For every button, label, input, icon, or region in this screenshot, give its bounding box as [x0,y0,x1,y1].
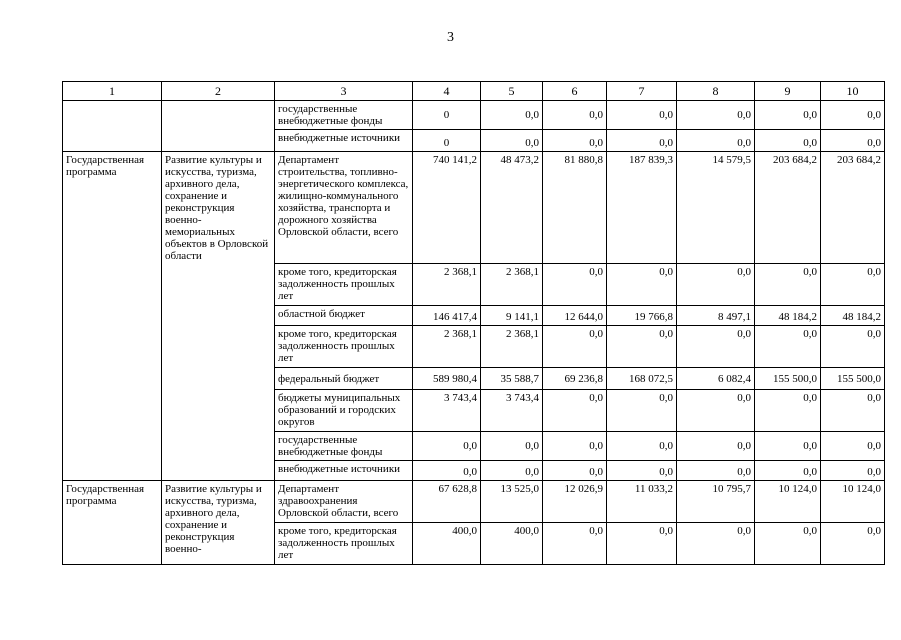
value-cell: 0,0 [677,432,755,461]
row-label: федеральный бюджет [275,368,413,390]
header-cell: 10 [821,82,885,101]
value-cell: 0,0 [543,101,607,130]
value-cell: 3 743,4 [481,390,543,432]
header-row [63,82,885,101]
value-cell: 11 033,2 [607,481,677,523]
value-cell: 0,0 [755,264,821,306]
value-cell: 6 082,4 [677,368,755,390]
value-cell: 0,0 [821,264,885,306]
value-cell: 168 072,5 [607,368,677,390]
table-row [63,481,885,523]
value-cell: 69 236,8 [543,368,607,390]
row-label: кроме того, кредиторская задолженность прошлых лет [275,264,413,306]
value-cell: 48 473,2 [481,152,543,264]
value-cell: 12 644,0 [543,306,607,326]
value-cell: 0,0 [481,101,543,130]
value-cell: 146 417,4 [413,306,481,326]
value-cell: 0,0 [755,130,821,152]
value-cell: 0,0 [677,326,755,368]
value-cell: 0,0 [755,326,821,368]
value-cell: 0,0 [543,326,607,368]
row-label: внебюджетные источники [275,130,413,152]
value-cell: 48 184,2 [821,306,885,326]
value-cell: 14 579,5 [677,152,755,264]
value-cell: 0,0 [821,101,885,130]
table-row [63,101,885,130]
value-cell: 0,0 [543,130,607,152]
value-cell: 0,0 [607,326,677,368]
header-cell: 2 [162,82,275,101]
value-cell: 8 497,1 [677,306,755,326]
header-cell: 4 [413,82,481,101]
value-cell: 0,0 [543,390,607,432]
value-cell: 81 880,8 [543,152,607,264]
value-cell: 3 743,4 [413,390,481,432]
program-type: Государственная программа [63,481,162,565]
row-label: бюджеты муниципальных образований и городских округов [275,390,413,432]
value-cell: 0,0 [755,390,821,432]
value-cell: 0 [413,101,481,130]
value-cell: 2 368,1 [481,264,543,306]
value-cell: 589 980,4 [413,368,481,390]
value-cell: 0,0 [821,390,885,432]
value-cell: 10 795,7 [677,481,755,523]
value-cell: 0,0 [821,523,885,565]
value-cell: 400,0 [413,523,481,565]
value-cell: 0,0 [543,461,607,481]
header-cell: 5 [481,82,543,101]
row-label: областной бюджет [275,306,413,326]
value-cell: 0,0 [821,461,885,481]
value-cell: 155 500,0 [755,368,821,390]
row-label: внебюджетные источники [275,461,413,481]
value-cell: 203 684,2 [821,152,885,264]
value-cell: 48 184,2 [755,306,821,326]
value-cell: 0,0 [543,432,607,461]
row-label: Департамент здравоохранения Орловской области, всего [275,481,413,523]
value-cell: 0,0 [677,390,755,432]
value-cell: 0,0 [821,130,885,152]
value-cell: 0,0 [755,432,821,461]
header-cell: 3 [275,82,413,101]
value-cell: 0,0 [481,461,543,481]
row-label: государственные внебюджетные фонды [275,101,413,130]
program-type: Государственная программа [63,152,162,481]
row-label: Департамент строительства, топливно-энергетического комплекса, жилищно-коммунального хозяйства, транспорта и дорожного хозяйства Орловской области, всего [275,152,413,264]
empty-cell [63,101,162,152]
value-cell: 10 124,0 [821,481,885,523]
header-cell: 8 [677,82,755,101]
value-cell: 187 839,3 [607,152,677,264]
empty-cell [162,101,275,152]
value-cell: 0,0 [821,432,885,461]
row-label: кроме того, кредиторская задолженность прошлых лет [275,326,413,368]
value-cell: 0,0 [677,461,755,481]
value-cell: 0,0 [413,461,481,481]
value-cell: 0,0 [607,264,677,306]
value-cell: 0,0 [607,432,677,461]
value-cell: 19 766,8 [607,306,677,326]
value-cell: 0,0 [677,523,755,565]
value-cell: 0,0 [481,432,543,461]
value-cell: 0,0 [481,130,543,152]
table-row [63,152,885,264]
header-cell: 1 [63,82,162,101]
value-cell: 2 368,1 [413,326,481,368]
page-number: 3 [447,30,454,45]
header-cell: 9 [755,82,821,101]
value-cell: 12 026,9 [543,481,607,523]
program-name: Развитие культуры и искусства, туризма, архивного дела, сохранение и реконструкция военно- [162,481,275,565]
value-cell: 0,0 [607,461,677,481]
value-cell: 2 368,1 [413,264,481,306]
value-cell: 740 141,2 [413,152,481,264]
value-cell: 0,0 [821,326,885,368]
value-cell: 400,0 [481,523,543,565]
value-cell: 9 141,1 [481,306,543,326]
value-cell: 0,0 [543,264,607,306]
value-cell: 0,0 [607,523,677,565]
value-cell: 0,0 [543,523,607,565]
header-cell: 6 [543,82,607,101]
value-cell: 35 588,7 [481,368,543,390]
value-cell: 10 124,0 [755,481,821,523]
budget-table [62,81,885,565]
row-label: кроме того, кредиторская задолженность прошлых лет [275,523,413,565]
value-cell: 0 [413,130,481,152]
value-cell: 0,0 [677,264,755,306]
header-cell: 7 [607,82,677,101]
value-cell: 0,0 [413,432,481,461]
value-cell: 0,0 [607,390,677,432]
value-cell: 0,0 [755,461,821,481]
program-name: Развитие культуры и искусства, туризма, архивного дела, сохранение и реконструкция военно-мемориальных объектов в Орловской области [162,152,275,481]
value-cell: 0,0 [755,101,821,130]
value-cell: 0,0 [607,101,677,130]
value-cell: 13 525,0 [481,481,543,523]
value-cell: 2 368,1 [481,326,543,368]
value-cell: 67 628,8 [413,481,481,523]
value-cell: 0,0 [677,101,755,130]
value-cell: 203 684,2 [755,152,821,264]
row-label: государственные внебюджетные фонды [275,432,413,461]
value-cell: 0,0 [607,130,677,152]
value-cell: 155 500,0 [821,368,885,390]
value-cell: 0,0 [755,523,821,565]
value-cell: 0,0 [677,130,755,152]
